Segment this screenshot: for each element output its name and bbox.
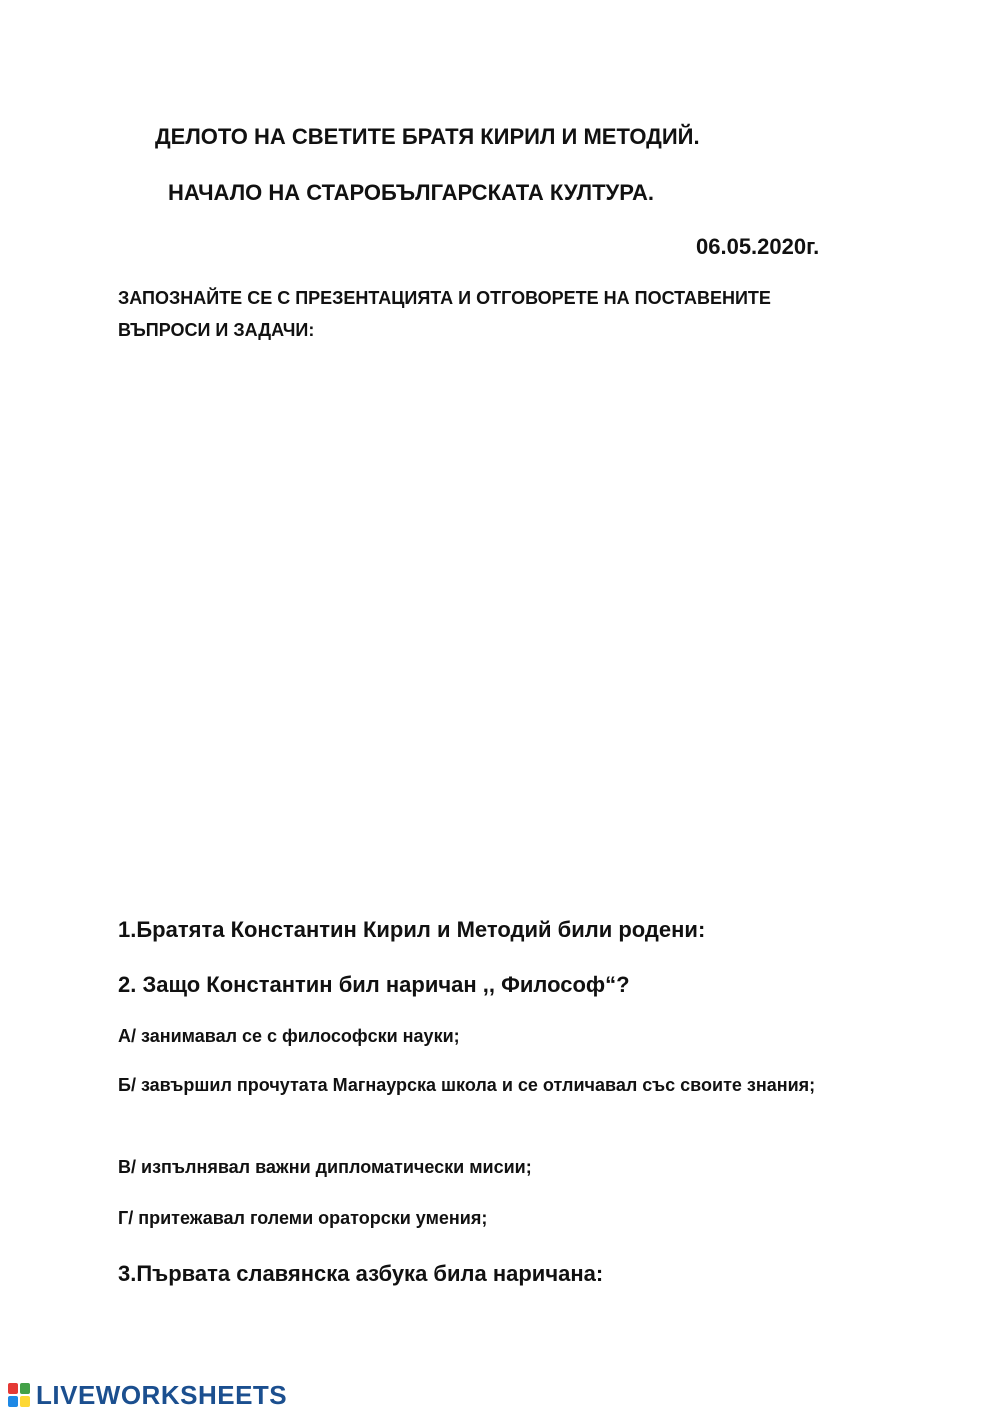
- liveworksheets-logo[interactable]: [8, 1380, 287, 1410]
- date: 06.05.2020г.: [696, 234, 820, 259]
- question-2-option-c: В/ изпълнявал важни дипломатически мисии;: [118, 1157, 532, 1177]
- question-1: 1.Братята Константин Кирил и Методий били родени:: [118, 917, 706, 942]
- logo-text: LIVEWORKSHEETS: [36, 1379, 288, 1410]
- question-3: 3.Първата славянска азбука била наричана:: [118, 1261, 604, 1286]
- logo-mark-icon: [8, 1383, 30, 1407]
- instructions: ЗАПОЗНАЙТЕ СЕ С ПРЕЗЕНТАЦИЯТА И ОТГОВОРЕТЕ НА ПОСТАВЕНИТЕ ВЪПРОСИ И ЗАДАЧИ:: [118, 288, 771, 340]
- question-2: 2. Защо Константин бил наричан ,, Философ“?: [118, 972, 630, 997]
- question-2-option-a: А/ занимавал се с философски науки;: [118, 1026, 460, 1046]
- title-line-1: ДЕЛОТО НА СВЕТИТЕ БРАТЯ КИРИЛ И МЕТОДИЙ.: [155, 124, 700, 149]
- question-2-option-d: Г/ притежавал големи ораторски умения;: [118, 1208, 488, 1228]
- question-2-option-b: Б/ завършил прочутата Магнаурска школа и се отличавал със своите знания;: [118, 1075, 816, 1095]
- title-line-2: НАЧАЛО НА СТАРОБЪЛГАРСКАТА КУЛТУРА.: [168, 180, 654, 205]
